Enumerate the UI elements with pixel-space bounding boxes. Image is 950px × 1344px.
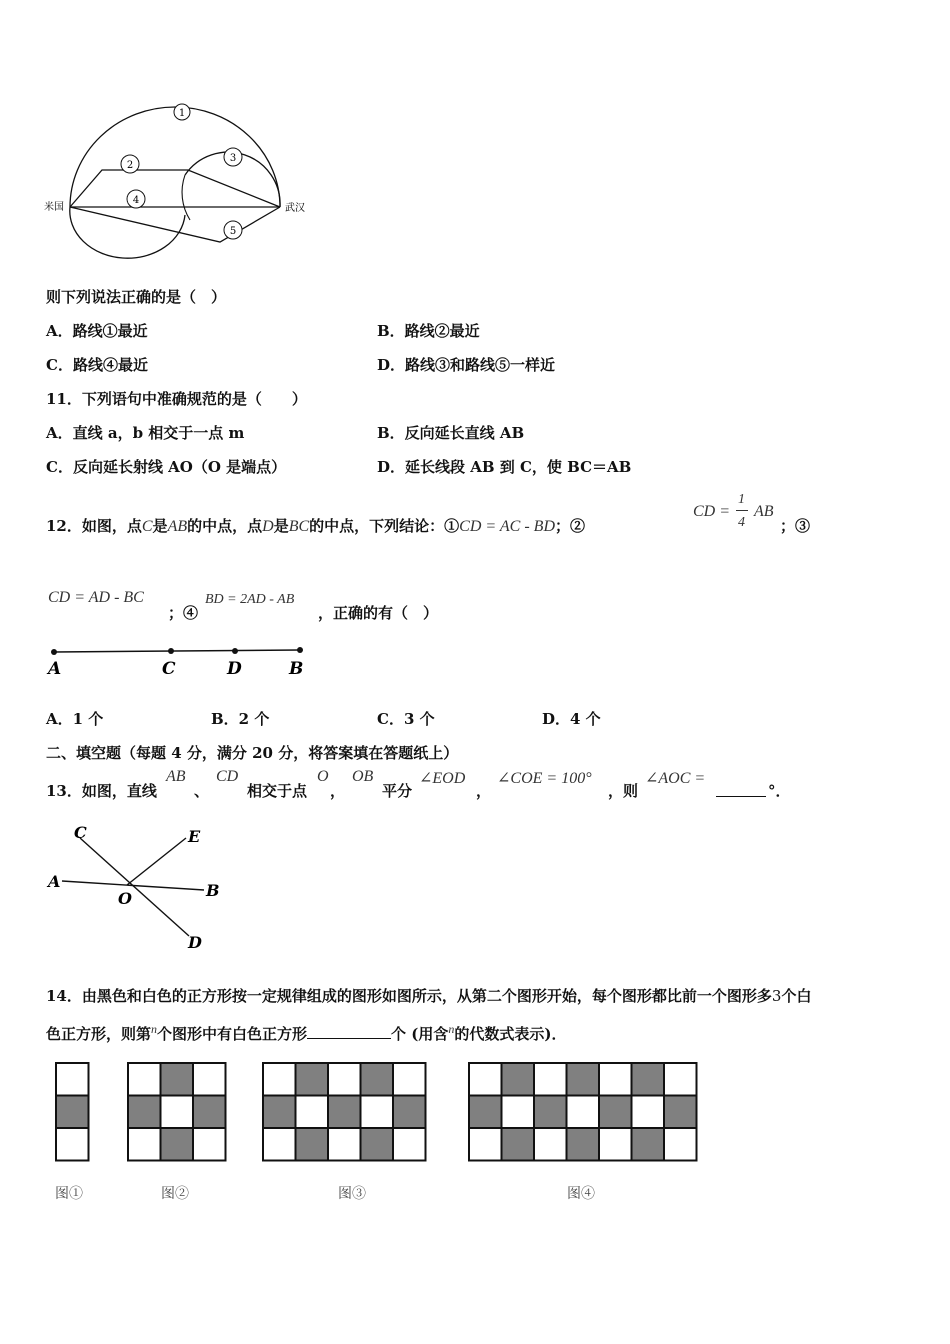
route-number-2: 2 — [126, 160, 134, 171]
section-2-title: 二、填空题（每题 4 分，满分 20 分，将答案填在答题纸上） — [46, 744, 459, 762]
q14-line2 — [46, 1022, 566, 1044]
q12-point-d: D — [262, 518, 274, 535]
q13-figure — [44, 822, 234, 954]
q12-formula-3: CD = AD - BC — [48, 589, 144, 606]
q12-fraction-bar — [736, 510, 748, 511]
dark-square — [361, 1063, 394, 1096]
route-1-arc — [70, 107, 280, 207]
q11-option-b[interactable]: B．反向延长直线 AB — [377, 424, 525, 442]
dark-square — [632, 1128, 665, 1161]
q14-line2b: 个图形中有白色正方形 — [157, 1025, 308, 1043]
q13-ray-oe-drawn — [127, 838, 186, 885]
q12-point-b-dot — [297, 647, 303, 653]
q12-sep1: ；② — [555, 517, 586, 535]
q10-option-b[interactable]: B．路线②最近 — [377, 322, 480, 340]
white-square — [664, 1128, 697, 1161]
dark-square — [502, 1063, 535, 1096]
q13-bisect-text: 平分 — [382, 782, 413, 800]
q11-stem: 11．下列语句中准确规范的是（ ） — [46, 390, 307, 408]
route-2-path — [70, 170, 280, 207]
q12-segment-line — [54, 650, 300, 652]
q13-end: °． — [768, 782, 791, 800]
white-square — [193, 1128, 226, 1161]
q12-prefix: 12．如图，点 — [46, 517, 142, 535]
route-5-path — [70, 207, 280, 242]
q14-answer-blank[interactable] — [307, 1024, 391, 1039]
q13-line-ab: AB — [166, 768, 186, 785]
q10-option-c[interactable]: C．路线④最近 — [46, 356, 148, 374]
q12-option-c[interactable]: C．3 个 — [377, 710, 435, 728]
white-square — [393, 1128, 426, 1161]
pattern-figure-1 — [56, 1063, 89, 1161]
q13-label-c: C — [74, 823, 87, 842]
q13-angle-coe: ∠COE = 100° — [497, 770, 592, 787]
route-4-arc — [70, 207, 185, 258]
q12-formula-2-denominator: 4 — [738, 515, 745, 530]
white-square — [502, 1096, 535, 1129]
q13-line-cd-drawn — [80, 838, 189, 936]
white-square — [599, 1063, 632, 1096]
q13-label-a: A — [48, 872, 61, 891]
white-square — [128, 1128, 161, 1161]
q12-label-b: B — [289, 659, 304, 679]
q12-formula-1: CD = AC - BD — [459, 518, 556, 535]
q13-ray-ob: OB — [352, 768, 374, 785]
q12-is2: 是 — [273, 517, 289, 535]
q14-line1a: 14．由黑色和白色的正方形按一定规律组成的图形如图所示，从第二个图形开始，每个图形都比前一个图形多 — [46, 987, 772, 1005]
dark-square — [361, 1128, 394, 1161]
q12-point-a-dot — [51, 649, 57, 655]
q12-point-c: C — [141, 518, 153, 535]
q13-prefix: 13．如图，直线 — [46, 782, 157, 800]
pattern-figure-4 — [469, 1063, 697, 1161]
q13-label-b: B — [206, 881, 220, 900]
white-square — [193, 1063, 226, 1096]
white-square — [263, 1128, 296, 1161]
white-square — [534, 1128, 567, 1161]
route-number-4: 4 — [132, 195, 140, 206]
q14-line2d: 的代数式表示)． — [454, 1025, 567, 1043]
white-square — [328, 1128, 361, 1161]
q10-stem: 则下列说法正确的是（ ） — [46, 288, 227, 306]
q12-formula-2-numerator: 1 — [738, 492, 745, 507]
white-square — [664, 1063, 697, 1096]
q10-option-a[interactable]: A．路线①最近 — [46, 322, 148, 340]
route-number-1: 1 — [178, 108, 186, 119]
pattern-figure-3 — [263, 1063, 426, 1161]
q14-caption-1: 图① — [55, 1186, 83, 1202]
route-number-5: 5 — [229, 226, 237, 237]
white-square — [56, 1063, 89, 1096]
dark-square — [632, 1063, 665, 1096]
q13-comma1: 、 — [194, 782, 210, 800]
q14-n2: n — [448, 1022, 455, 1036]
q12-option-b[interactable]: B．2 个 — [211, 710, 270, 728]
q13-label-o: O — [118, 889, 132, 908]
dark-square — [502, 1128, 535, 1161]
q13-answer-blank[interactable] — [716, 782, 766, 797]
dark-square — [56, 1096, 89, 1129]
q13-then: ，则 — [608, 782, 639, 800]
q12-formula-2-right: AB — [754, 503, 774, 520]
route-figure — [40, 95, 330, 265]
q14-line2c: 个 (用含 — [391, 1025, 449, 1043]
dark-square — [296, 1063, 329, 1096]
dark-square — [567, 1128, 600, 1161]
white-square — [361, 1096, 394, 1129]
white-square — [393, 1063, 426, 1096]
q12-sep3: ；④ — [168, 604, 199, 622]
q10-option-d[interactable]: D．路线③和路线⑤一样近 — [377, 356, 556, 374]
q13-angle-eod: ∠EOD — [419, 770, 466, 787]
q13-label-d: D — [188, 933, 202, 952]
q14-line2a: 色正方形，则第 — [46, 1025, 152, 1043]
q14-line1b: 个白 — [781, 987, 812, 1005]
white-square — [263, 1063, 296, 1096]
q13-point-o: O — [317, 768, 329, 785]
q12-point-c-dot — [168, 648, 174, 654]
q12-option-d[interactable]: D．4 个 — [542, 710, 601, 728]
white-square — [567, 1096, 600, 1129]
q11-option-c[interactable]: C．反向延长射线 AO（O 是端点） — [46, 458, 287, 476]
white-square — [534, 1063, 567, 1096]
dark-square — [161, 1063, 194, 1096]
q14-three: 3 — [771, 987, 782, 1005]
white-square — [161, 1096, 194, 1129]
pattern-figure-2 — [128, 1063, 226, 1161]
white-square — [469, 1128, 502, 1161]
q13-intersect-text: 相交于点 — [247, 782, 308, 800]
q12-stem-end: ，正确的有（ ） — [318, 604, 439, 622]
white-square — [296, 1096, 329, 1129]
white-square — [328, 1063, 361, 1096]
q14-caption-2: 图② — [161, 1186, 189, 1202]
dark-square — [296, 1128, 329, 1161]
q12-mid1: 的中点，点 — [187, 517, 263, 535]
q13-label-e: E — [188, 827, 201, 846]
q12-point-d-dot — [232, 648, 238, 654]
q13-comma2: ， — [330, 782, 346, 800]
route-3-lower-arc — [182, 175, 190, 220]
q14-pattern-figure — [50, 1055, 710, 1170]
white-square — [469, 1063, 502, 1096]
q13-comma3: ， — [476, 782, 492, 800]
white-square — [128, 1063, 161, 1096]
dark-square — [469, 1096, 502, 1129]
dark-square — [128, 1096, 161, 1129]
q12-stem-line1 — [46, 515, 585, 536]
q14-n1: n — [151, 1022, 158, 1036]
dark-square — [193, 1096, 226, 1129]
q13-angle-aoc: ∠AOC = — [645, 770, 706, 787]
dark-square — [263, 1096, 296, 1129]
q12-line-figure — [44, 642, 314, 682]
route-number-markers — [121, 104, 242, 239]
white-square — [56, 1128, 89, 1161]
q12-formula-2-left: CD = — [693, 503, 731, 520]
q13-line-cd: CD — [216, 768, 239, 785]
q12-segment-bc: BC — [288, 518, 310, 535]
q12-option-a[interactable]: A．1 个 — [46, 710, 104, 728]
white-square — [599, 1128, 632, 1161]
q14-caption-3: 图③ — [338, 1186, 366, 1202]
dark-square — [328, 1096, 361, 1129]
white-square — [632, 1096, 665, 1129]
q12-label-a: A — [48, 659, 62, 679]
route-number-3: 3 — [229, 153, 237, 164]
dark-square — [534, 1096, 567, 1129]
route-end-label: 武汉 — [285, 203, 305, 214]
q12-formula-4: BD = 2AD - AB — [205, 592, 295, 607]
q11-option-a[interactable]: A．直线 a，b 相交于一点 m — [46, 424, 245, 442]
q12-sep2: ；③ — [780, 517, 811, 535]
dark-square — [161, 1128, 194, 1161]
q12-segment-ab: AB — [167, 518, 188, 535]
q12-mid2: 的中点，下列结论：① — [309, 517, 460, 535]
q12-label-c: C — [162, 659, 176, 679]
q14-line1 — [46, 985, 811, 1006]
q12-is1: 是 — [152, 517, 168, 535]
dark-square — [664, 1096, 697, 1129]
route-start-label: 米国 — [44, 202, 64, 213]
q14-caption-4: 图④ — [567, 1186, 595, 1202]
q12-label-d: D — [227, 659, 242, 679]
dark-square — [567, 1063, 600, 1096]
q11-option-d[interactable]: D．延长线段 AB 到 C，使 BC＝AB — [377, 458, 632, 476]
dark-square — [393, 1096, 426, 1129]
dark-square — [599, 1096, 632, 1129]
